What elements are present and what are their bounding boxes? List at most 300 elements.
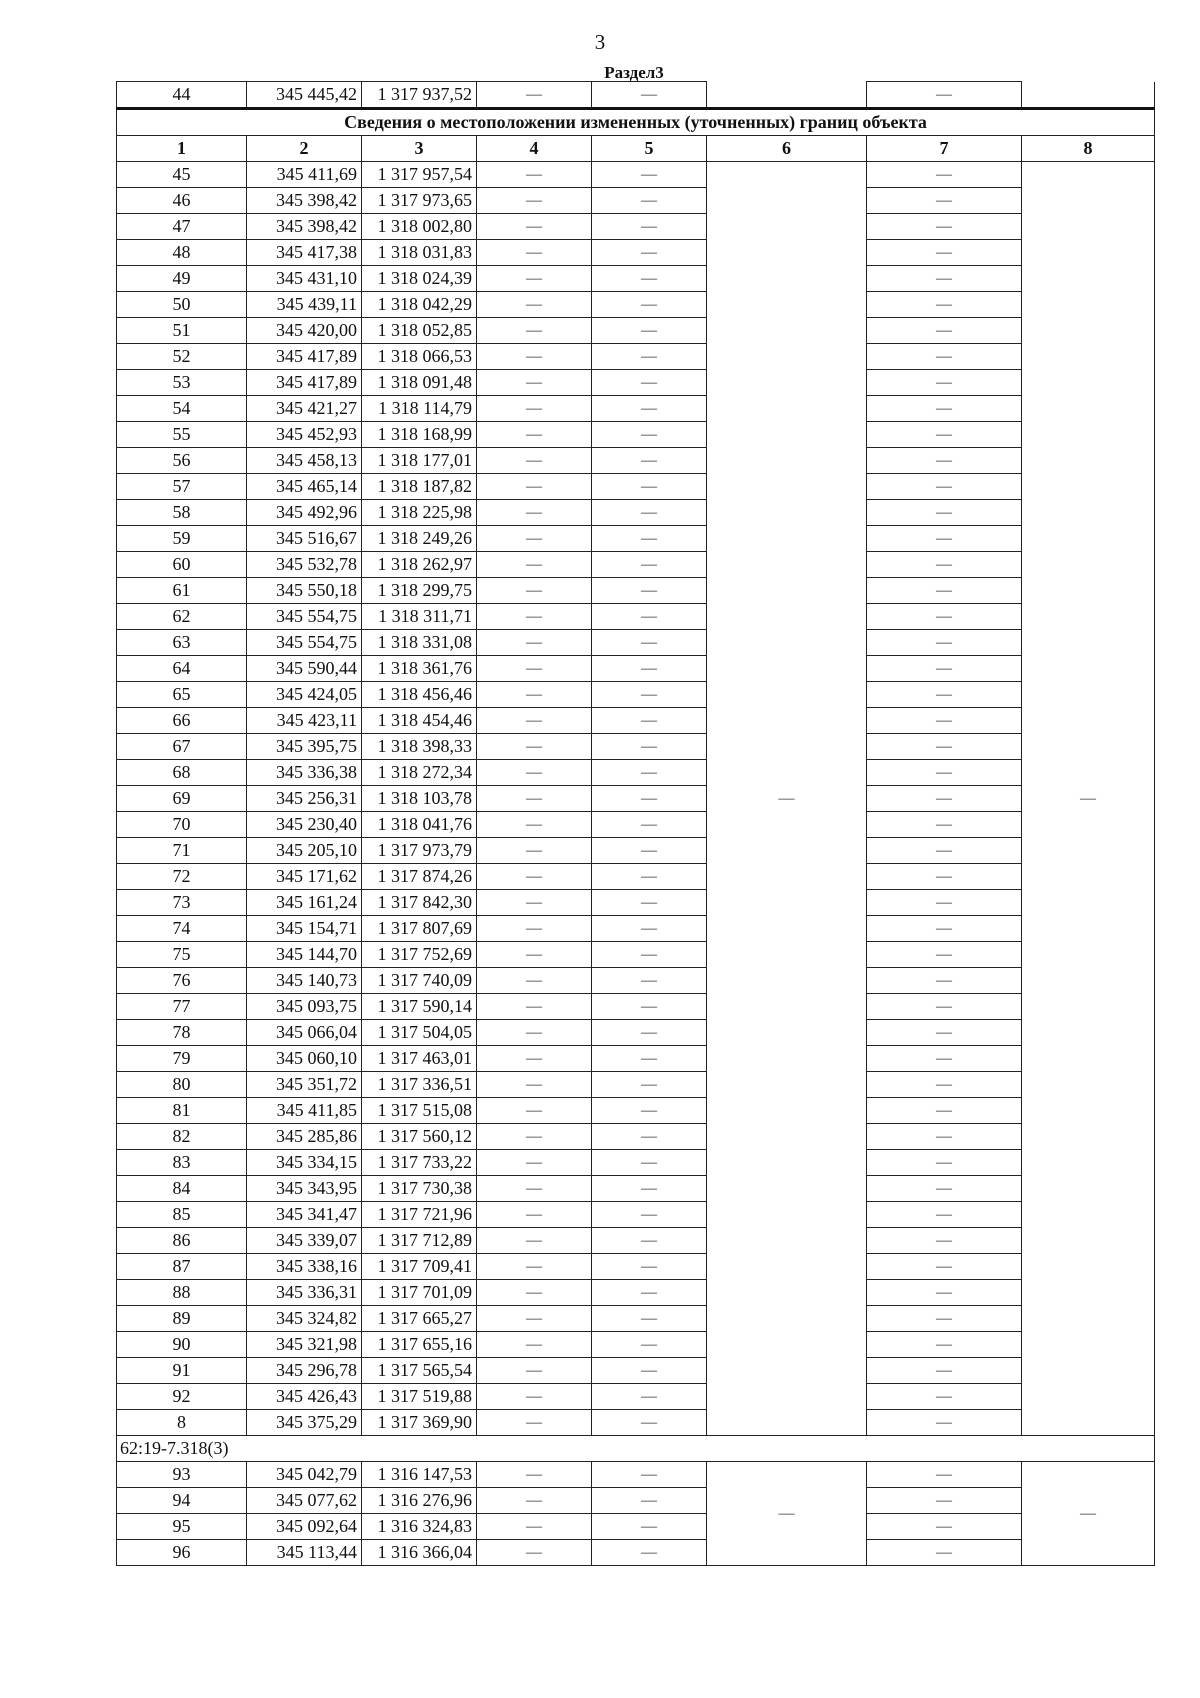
x-coordinate: 345 093,75: [247, 994, 362, 1020]
col4-value: —: [477, 474, 592, 500]
x-coordinate: 345 411,69: [247, 162, 362, 188]
y-coordinate: 1 317 973,65: [362, 188, 477, 214]
point-number: 65: [117, 682, 247, 708]
col4-value: —: [477, 1332, 592, 1358]
point-number: 80: [117, 1072, 247, 1098]
table-row: [117, 344, 1155, 370]
col5-value: —: [592, 1410, 707, 1436]
col5-value: —: [592, 1254, 707, 1280]
y-coordinate: 1 317 721,96: [362, 1202, 477, 1228]
x-coordinate: 345 205,10: [247, 838, 362, 864]
x-coordinate: 345 398,42: [247, 188, 362, 214]
col5-value: —: [592, 318, 707, 344]
y-coordinate: 1 317 655,16: [362, 1332, 477, 1358]
x-coordinate: 345 516,67: [247, 526, 362, 552]
col7-value: —: [867, 890, 1022, 916]
table-row: [117, 1020, 1155, 1046]
col7-value: —: [867, 474, 1022, 500]
point-number: 47: [117, 214, 247, 240]
table-row: [117, 526, 1155, 552]
y-coordinate: 1 318 002,80: [362, 214, 477, 240]
col5-value: —: [592, 1202, 707, 1228]
table-row: [117, 604, 1155, 630]
col6-merged-value: —: [707, 1462, 867, 1566]
point-number: 93: [117, 1462, 247, 1488]
column-number: 4: [477, 136, 592, 162]
col5-value: —: [592, 1046, 707, 1072]
x-coordinate: 345 492,96: [247, 500, 362, 526]
col5-value: —: [592, 370, 707, 396]
table-row: [117, 370, 1155, 396]
col5-value: —: [592, 162, 707, 188]
point-number: 91: [117, 1358, 247, 1384]
table-title: Сведения о местоположении измененных (уточненных) границ объекта: [117, 109, 1155, 136]
x-coordinate: 345 452,93: [247, 422, 362, 448]
point-number: 87: [117, 1254, 247, 1280]
table-row: [117, 968, 1155, 994]
col7-value: —: [867, 656, 1022, 682]
col4-value: —: [477, 292, 592, 318]
table-row: [117, 1410, 1155, 1436]
col7-value: —: [867, 786, 1022, 812]
y-coordinate: 1 316 366,04: [362, 1540, 477, 1566]
col7-value: —: [867, 370, 1022, 396]
col4-value: —: [477, 916, 592, 942]
table-row: [117, 734, 1155, 760]
point-number: 94: [117, 1488, 247, 1514]
col4-value: —: [477, 734, 592, 760]
x-coordinate: 345 343,95: [247, 1176, 362, 1202]
table-row: [117, 266, 1155, 292]
col5-value: —: [592, 630, 707, 656]
table-row: [117, 214, 1155, 240]
col7-value: —: [867, 1540, 1022, 1566]
col4-value: —: [477, 682, 592, 708]
table-row: [117, 1124, 1155, 1150]
col5-value: —: [592, 1150, 707, 1176]
x-coordinate: 345 590,44: [247, 656, 362, 682]
col4-value: —: [477, 1462, 592, 1488]
col5-value: —: [592, 916, 707, 942]
col7-value: —: [867, 968, 1022, 994]
table-row: [117, 838, 1155, 864]
col5-value: —: [592, 578, 707, 604]
x-coordinate: 345 445,42: [247, 82, 362, 109]
col5-value: —: [592, 552, 707, 578]
col4-value: —: [477, 370, 592, 396]
col4-value: —: [477, 656, 592, 682]
table-row: [117, 1462, 1155, 1488]
col7-value: —: [867, 1410, 1022, 1436]
point-number: 84: [117, 1176, 247, 1202]
table-row: [117, 500, 1155, 526]
col6-empty: [707, 82, 867, 109]
column-numbers-row: [117, 136, 1155, 162]
col7-value: —: [867, 1150, 1022, 1176]
col4-value: —: [477, 1072, 592, 1098]
col4-value: —: [477, 890, 592, 916]
col4-value: —: [477, 318, 592, 344]
col5-value: —: [592, 1124, 707, 1150]
table-row: [117, 1384, 1155, 1410]
table-row: [117, 292, 1155, 318]
point-number: 83: [117, 1150, 247, 1176]
col7-value: —: [867, 448, 1022, 474]
col4-value: —: [477, 1410, 592, 1436]
col4-value: —: [477, 188, 592, 214]
x-coordinate: 345 458,13: [247, 448, 362, 474]
column-number: 7: [867, 136, 1022, 162]
col4-value: —: [477, 1176, 592, 1202]
col7-value: —: [867, 1228, 1022, 1254]
point-number: 75: [117, 942, 247, 968]
col7-value: —: [867, 682, 1022, 708]
col4-value: —: [477, 1020, 592, 1046]
col7-value: —: [867, 630, 1022, 656]
y-coordinate: 1 318 361,76: [362, 656, 477, 682]
col4-value: —: [477, 708, 592, 734]
table-row: [117, 1332, 1155, 1358]
point-number: 49: [117, 266, 247, 292]
point-number: 67: [117, 734, 247, 760]
y-coordinate: 1 317 730,38: [362, 1176, 477, 1202]
col7-value: —: [867, 526, 1022, 552]
col4-value: —: [477, 162, 592, 188]
col7-value: —: [867, 188, 1022, 214]
col7-value: —: [867, 734, 1022, 760]
table-row: [117, 552, 1155, 578]
col7-value: —: [867, 214, 1022, 240]
x-coordinate: 345 285,86: [247, 1124, 362, 1150]
col4-value: —: [477, 1228, 592, 1254]
table-row: [117, 578, 1155, 604]
col4-value: —: [477, 760, 592, 786]
col5-value: —: [592, 1280, 707, 1306]
col5-value: —: [592, 604, 707, 630]
coordinates-table: [116, 81, 1155, 1566]
col5-value: —: [592, 422, 707, 448]
x-coordinate: 345 154,71: [247, 916, 362, 942]
col7-value: —: [867, 552, 1022, 578]
point-number: 88: [117, 1280, 247, 1306]
y-coordinate: 1 317 842,30: [362, 890, 477, 916]
point-number: 52: [117, 344, 247, 370]
col4-value: —: [477, 968, 592, 994]
col7-value: —: [867, 942, 1022, 968]
y-coordinate: 1 318 066,53: [362, 344, 477, 370]
point-number: 56: [117, 448, 247, 474]
col4-value: —: [477, 526, 592, 552]
y-coordinate: 1 317 752,69: [362, 942, 477, 968]
col5-value: —: [592, 448, 707, 474]
point-number: 90: [117, 1332, 247, 1358]
col4-value: —: [477, 786, 592, 812]
x-coordinate: 345 423,11: [247, 708, 362, 734]
col7-value: —: [867, 1306, 1022, 1332]
column-number: 3: [362, 136, 477, 162]
col5-value: —: [592, 1462, 707, 1488]
point-number: 44: [117, 82, 247, 109]
col4-value: —: [477, 812, 592, 838]
table-title-row: [117, 109, 1155, 136]
col4-value: —: [477, 942, 592, 968]
column-number: 2: [247, 136, 362, 162]
table-row: [117, 1202, 1155, 1228]
parcel-subheading: 62:19-7.318(3): [117, 1436, 1155, 1462]
col4-value: —: [477, 1046, 592, 1072]
col7-value: —: [867, 266, 1022, 292]
point-number: 69: [117, 786, 247, 812]
y-coordinate: 1 317 665,27: [362, 1306, 477, 1332]
point-number: 64: [117, 656, 247, 682]
col7-value: —: [867, 1254, 1022, 1280]
col5-value: —: [592, 344, 707, 370]
x-coordinate: 345 421,27: [247, 396, 362, 422]
point-number: 58: [117, 500, 247, 526]
col7-value: —: [867, 1046, 1022, 1072]
point-number: 77: [117, 994, 247, 1020]
col4-value: —: [477, 422, 592, 448]
y-coordinate: 1 318 299,75: [362, 578, 477, 604]
col5-value: —: [592, 1228, 707, 1254]
y-coordinate: 1 316 147,53: [362, 1462, 477, 1488]
table-row: [117, 708, 1155, 734]
x-coordinate: 345 420,00: [247, 318, 362, 344]
y-coordinate: 1 317 937,52: [362, 82, 477, 109]
point-number: 76: [117, 968, 247, 994]
point-number: 55: [117, 422, 247, 448]
col7-value: —: [867, 1462, 1022, 1488]
col5-value: —: [592, 812, 707, 838]
table-row: [117, 760, 1155, 786]
col5-value: —: [592, 240, 707, 266]
col7-value: —: [867, 1514, 1022, 1540]
y-coordinate: 1 318 454,46: [362, 708, 477, 734]
col4-value: —: [477, 266, 592, 292]
col5-value: —: [592, 864, 707, 890]
y-coordinate: 1 318 262,97: [362, 552, 477, 578]
y-coordinate: 1 317 515,08: [362, 1098, 477, 1124]
section-label: Раздел3: [604, 63, 664, 82]
x-coordinate: 345 336,38: [247, 760, 362, 786]
y-coordinate: 1 317 807,69: [362, 916, 477, 942]
x-coordinate: 345 334,15: [247, 1150, 362, 1176]
y-coordinate: 1 318 031,83: [362, 240, 477, 266]
y-coordinate: 1 317 973,79: [362, 838, 477, 864]
x-coordinate: 345 171,62: [247, 864, 362, 890]
col7-value: —: [867, 82, 1022, 109]
col7-value: —: [867, 1488, 1022, 1514]
col7-value: —: [867, 760, 1022, 786]
col4-value: —: [477, 604, 592, 630]
col4-value: —: [477, 1514, 592, 1540]
y-coordinate: 1 318 272,34: [362, 760, 477, 786]
point-number: 79: [117, 1046, 247, 1072]
table-row: [117, 942, 1155, 968]
x-coordinate: 345 066,04: [247, 1020, 362, 1046]
point-number: 8: [117, 1410, 247, 1436]
col5-value: —: [592, 474, 707, 500]
point-number: 48: [117, 240, 247, 266]
col4-value: —: [477, 552, 592, 578]
y-coordinate: 1 317 463,01: [362, 1046, 477, 1072]
col7-value: —: [867, 396, 1022, 422]
y-coordinate: 1 316 276,96: [362, 1488, 477, 1514]
col5-value: —: [592, 1020, 707, 1046]
y-coordinate: 1 318 168,99: [362, 422, 477, 448]
point-number: 70: [117, 812, 247, 838]
col7-value: —: [867, 500, 1022, 526]
x-coordinate: 345 417,38: [247, 240, 362, 266]
x-coordinate: 345 417,89: [247, 370, 362, 396]
y-coordinate: 1 317 336,51: [362, 1072, 477, 1098]
column-number: 1: [117, 136, 247, 162]
col7-value: —: [867, 864, 1022, 890]
table-row: [117, 1098, 1155, 1124]
table-row: [117, 240, 1155, 266]
point-number: 85: [117, 1202, 247, 1228]
y-coordinate: 1 316 324,83: [362, 1514, 477, 1540]
col4-value: —: [477, 448, 592, 474]
col4-value: —: [477, 214, 592, 240]
col5-value: —: [592, 1072, 707, 1098]
x-coordinate: 345 439,11: [247, 292, 362, 318]
table-row: [117, 890, 1155, 916]
col8-merged-value: —: [1022, 1462, 1155, 1566]
col4-value: —: [477, 630, 592, 656]
col7-value: —: [867, 1384, 1022, 1410]
point-number: 59: [117, 526, 247, 552]
point-number: 74: [117, 916, 247, 942]
y-coordinate: 1 317 560,12: [362, 1124, 477, 1150]
col4-value: —: [477, 344, 592, 370]
x-coordinate: 345 230,40: [247, 812, 362, 838]
x-coordinate: 345 296,78: [247, 1358, 362, 1384]
table-row: [117, 1046, 1155, 1072]
x-coordinate: 345 426,43: [247, 1384, 362, 1410]
y-coordinate: 1 318 187,82: [362, 474, 477, 500]
x-coordinate: 345 256,31: [247, 786, 362, 812]
col8-empty: [1022, 82, 1155, 109]
x-coordinate: 345 338,16: [247, 1254, 362, 1280]
y-coordinate: 1 317 712,89: [362, 1228, 477, 1254]
page-number: 3: [594, 30, 606, 54]
y-coordinate: 1 317 701,09: [362, 1280, 477, 1306]
table-row: [117, 422, 1155, 448]
col7-value: —: [867, 344, 1022, 370]
col4-value: —: [477, 864, 592, 890]
y-coordinate: 1 317 957,54: [362, 162, 477, 188]
y-coordinate: 1 318 456,46: [362, 682, 477, 708]
table-row: [117, 162, 1155, 188]
x-coordinate: 345 375,29: [247, 1410, 362, 1436]
col7-value: —: [867, 1358, 1022, 1384]
x-coordinate: 345 042,79: [247, 1462, 362, 1488]
col4-value: —: [477, 838, 592, 864]
col4-value: —: [477, 1202, 592, 1228]
table-row: [117, 786, 1155, 812]
table-row: [117, 656, 1155, 682]
col5-value: —: [592, 1514, 707, 1540]
table-row: [117, 448, 1155, 474]
y-coordinate: 1 318 052,85: [362, 318, 477, 344]
x-coordinate: 345 060,10: [247, 1046, 362, 1072]
table-row: [117, 474, 1155, 500]
point-number: 82: [117, 1124, 247, 1150]
point-number: 50: [117, 292, 247, 318]
col4-value: —: [477, 1488, 592, 1514]
col5-value: —: [592, 1176, 707, 1202]
table-row: [117, 994, 1155, 1020]
col5-value: —: [592, 266, 707, 292]
col5-value: —: [592, 1332, 707, 1358]
x-coordinate: 345 417,89: [247, 344, 362, 370]
col7-value: —: [867, 578, 1022, 604]
point-number: 45: [117, 162, 247, 188]
table-row: [117, 1514, 1155, 1540]
col5-value: —: [592, 1358, 707, 1384]
table-row: [117, 1280, 1155, 1306]
y-coordinate: 1 318 041,76: [362, 812, 477, 838]
y-coordinate: 1 318 091,48: [362, 370, 477, 396]
x-coordinate: 345 424,05: [247, 682, 362, 708]
y-coordinate: 1 318 331,08: [362, 630, 477, 656]
column-number: 8: [1022, 136, 1155, 162]
col7-value: —: [867, 1098, 1022, 1124]
col4-value: —: [477, 240, 592, 266]
x-coordinate: 345 398,42: [247, 214, 362, 240]
col7-value: —: [867, 994, 1022, 1020]
col7-value: —: [867, 1280, 1022, 1306]
col5-value: —: [592, 500, 707, 526]
point-number: 86: [117, 1228, 247, 1254]
col7-value: —: [867, 162, 1022, 188]
y-coordinate: 1 317 874,26: [362, 864, 477, 890]
column-number: 6: [707, 136, 867, 162]
point-number: 46: [117, 188, 247, 214]
col5-value: —: [592, 708, 707, 734]
col4-value: —: [477, 1150, 592, 1176]
col5-value: —: [592, 1488, 707, 1514]
table-row: [117, 318, 1155, 344]
point-number: 53: [117, 370, 247, 396]
y-coordinate: 1 318 225,98: [362, 500, 477, 526]
col5-value: —: [592, 188, 707, 214]
col5-value: —: [592, 214, 707, 240]
point-number: 78: [117, 1020, 247, 1046]
table-row: [117, 916, 1155, 942]
table-row: [117, 188, 1155, 214]
y-coordinate: 1 318 177,01: [362, 448, 477, 474]
point-number: 68: [117, 760, 247, 786]
point-number: 60: [117, 552, 247, 578]
point-number: 73: [117, 890, 247, 916]
y-coordinate: 1 318 311,71: [362, 604, 477, 630]
col7-value: —: [867, 292, 1022, 318]
table-row: [117, 1540, 1155, 1566]
table-row: [117, 1358, 1155, 1384]
point-number: 89: [117, 1306, 247, 1332]
point-number: 63: [117, 630, 247, 656]
y-coordinate: 1 318 103,78: [362, 786, 477, 812]
col7-value: —: [867, 318, 1022, 344]
col4-value: —: [477, 396, 592, 422]
col4-value: —: [477, 1124, 592, 1150]
col4-value: —: [477, 578, 592, 604]
col5-value: —: [592, 526, 707, 552]
point-number: 92: [117, 1384, 247, 1410]
col4-value: —: [477, 1254, 592, 1280]
